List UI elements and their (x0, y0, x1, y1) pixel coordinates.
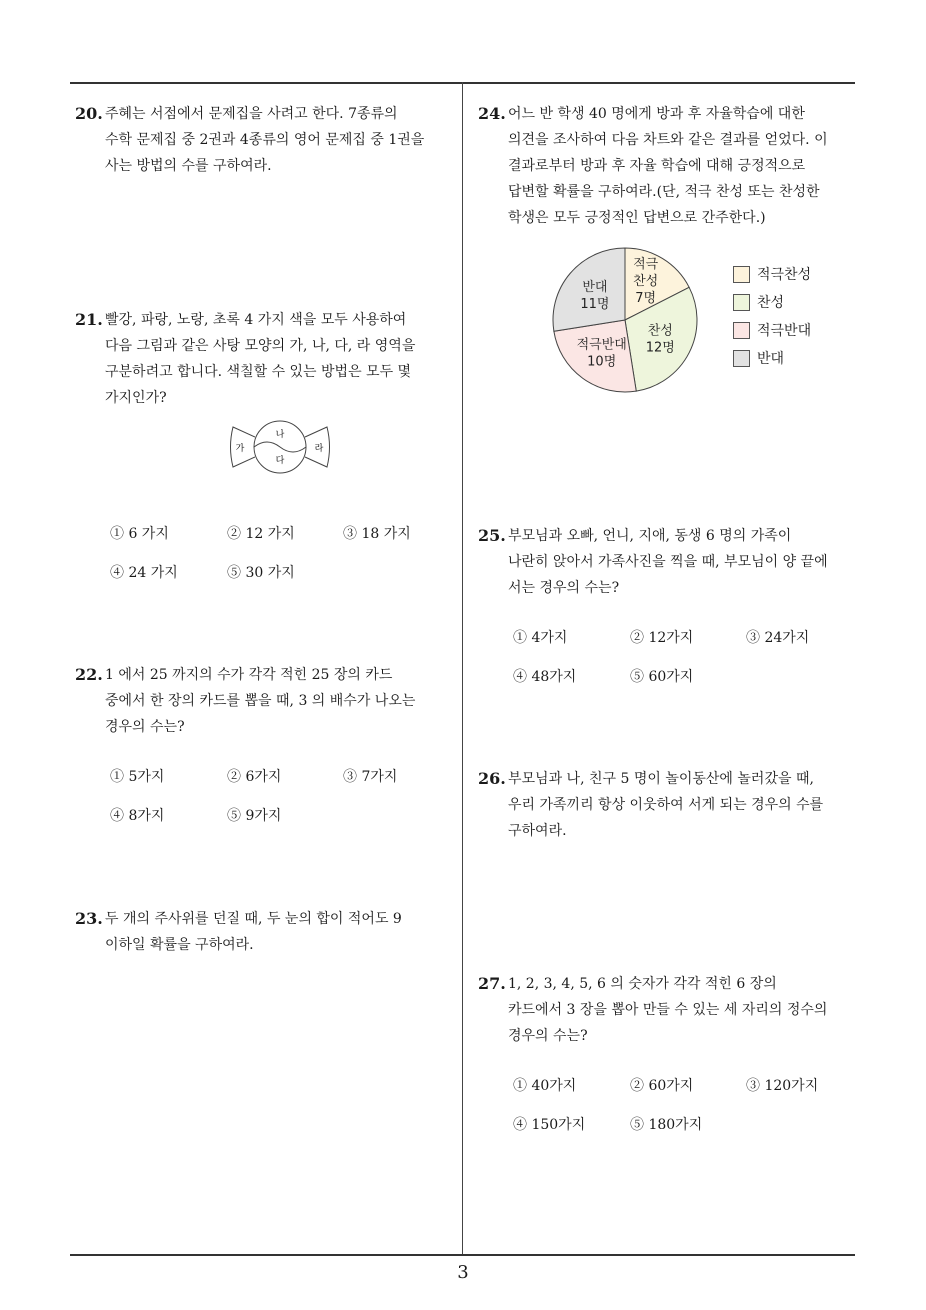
question-text-line: 학생은 모두 긍정적인 답변으로 간주한다.) (508, 210, 766, 226)
question-text-line: 서는 경우의 수는? (508, 580, 620, 596)
answer-choice[interactable]: ① 4가지 (513, 630, 568, 646)
pie-value-label: 11명 (580, 296, 610, 312)
question-text-line: 주혜는 서점에서 문제집을 사려고 한다. 7종류의 (105, 106, 398, 122)
question-text-line: 1 에서 25 까지의 수가 각각 적힌 25 장의 카드 (105, 667, 393, 683)
pie-category-label: 반대 (582, 279, 608, 295)
answer-choice[interactable]: ④ 24 가지 (110, 565, 178, 581)
question-number: 27. (478, 974, 506, 993)
pie-value-label: 12명 (645, 340, 675, 356)
region-label-ra: 라 (314, 444, 324, 454)
answer-choice[interactable]: ② 12 가지 (227, 526, 295, 542)
question-25 (478, 523, 858, 601)
legend-swatch (733, 322, 750, 339)
question-text-line: 이하일 확률을 구하여라. (105, 937, 254, 953)
question-text-line: 중에서 한 장의 카드를 뽑을 때, 3 의 배수가 나오는 (105, 693, 416, 709)
question-text-line: 구하여라. (508, 823, 567, 839)
question-text-line: 수학 문제집 중 2권과 4종류의 영어 문제집 중 1권을 (105, 132, 425, 148)
answer-choice[interactable]: ⑤ 9가지 (227, 808, 282, 824)
question-21 (75, 307, 460, 411)
question-text-line: 의견을 조사하여 다음 차트와 같은 결과를 얻었다. 이 (508, 132, 828, 148)
pie-category-label: 찬성 (633, 274, 659, 290)
pie-chart (545, 240, 705, 400)
answer-choice[interactable]: ① 40가지 (513, 1078, 577, 1094)
question-text-line: 부모님과 오빠, 언니, 지애, 동생 6 명의 가족이 (508, 528, 792, 544)
question-number: 23. (75, 909, 103, 928)
legend-label: 적극찬성 (757, 267, 812, 283)
question-text-line: 가지인가? (105, 390, 167, 406)
legend-label: 찬성 (757, 295, 785, 311)
region-label-ga: 가 (235, 444, 245, 454)
candy-divider-curve (254, 442, 306, 452)
legend-label: 적극반대 (757, 323, 812, 339)
question-23 (75, 906, 460, 958)
answer-choice[interactable]: ② 60가지 (630, 1078, 694, 1094)
question-26 (478, 766, 858, 844)
question-number: 22. (75, 665, 103, 684)
question-number: 21. (75, 310, 103, 329)
pie-category-label: 찬성 (647, 323, 673, 339)
column-divider (462, 82, 463, 1256)
answer-choice[interactable]: ⑤ 30 가지 (227, 565, 295, 581)
question-27 (478, 971, 858, 1049)
pie-category-label: 적극반대 (576, 337, 627, 353)
question-number: 26. (478, 769, 506, 788)
question-text-line: 다음 그림과 같은 사탕 모양의 가, 나, 다, 라 영역을 (105, 338, 416, 354)
question-number: 25. (478, 526, 506, 545)
answer-choice[interactable]: ② 6가지 (227, 769, 282, 785)
question-text-line: 답변할 확률을 구하여라.(단, 적극 찬성 또는 찬성한 (508, 184, 820, 200)
question-text-line: 사는 방법의 수를 구하여라. (105, 158, 272, 174)
answer-choice[interactable]: ④ 8가지 (110, 808, 165, 824)
question-text-line: 구분하려고 합니다. 색칠할 수 있는 방법은 모두 몇 (105, 364, 412, 380)
question-text-line: 우리 가족끼리 항상 이웃하여 서게 되는 경우의 수를 (508, 797, 824, 813)
page-number: 3 (457, 1262, 469, 1283)
pie-value-label: 10명 (587, 354, 617, 370)
answer-choice[interactable]: ⑤ 60가지 (630, 669, 694, 685)
question-text-line: 1, 2, 3, 4, 5, 6 의 숫자가 각각 적힌 6 장의 (508, 976, 777, 992)
question-text-line: 나란히 앉아서 가족사진을 찍을 때, 부모님이 양 끝에 (508, 554, 828, 570)
candy-figure (225, 415, 335, 480)
answer-choice[interactable]: ⑤ 180가지 (630, 1117, 703, 1133)
pie-category-label: 적극 (633, 257, 659, 273)
question-text-line: 어느 반 학생 40 명에게 방과 후 자율학습에 대한 (508, 106, 805, 122)
question-text-line: 부모님과 나, 친구 5 명이 놀이동산에 놀러갔을 때, (508, 771, 814, 787)
question-number: 20. (75, 104, 103, 123)
question-22 (75, 662, 460, 740)
answer-choice[interactable]: ② 12가지 (630, 630, 694, 646)
question-text-line: 경우의 수는? (105, 719, 185, 735)
answer-choice[interactable]: ① 5가지 (110, 769, 165, 785)
question-24 (478, 101, 858, 231)
answer-choice[interactable]: ③ 120가지 (746, 1078, 819, 1094)
answer-choice[interactable]: ③ 7가지 (343, 769, 398, 785)
legend-label: 반대 (757, 351, 785, 367)
answer-choice[interactable]: ④ 150가지 (513, 1117, 586, 1133)
legend-swatch (733, 294, 750, 311)
answer-choice[interactable]: ① 6 가지 (110, 526, 169, 542)
answer-choice[interactable]: ③ 18 가지 (343, 526, 411, 542)
legend-swatch (733, 266, 750, 283)
pie-value-label: 7명 (635, 291, 657, 307)
region-label-na: 나 (275, 430, 285, 440)
bottom-rule (70, 1254, 855, 1256)
legend-swatch (733, 350, 750, 367)
answer-choice[interactable]: ④ 48가지 (513, 669, 577, 685)
question-text-line: 결과로부터 방과 후 자율 학습에 대해 긍정적으로 (508, 158, 806, 174)
question-text-line: 빨강, 파랑, 노랑, 초록 4 가지 색을 모두 사용하여 (105, 312, 407, 328)
question-text-line: 두 개의 주사위를 던질 때, 두 눈의 합이 적어도 9 (105, 911, 402, 927)
question-text-line: 카드에서 3 장을 뽑아 만들 수 있는 세 자리의 정수의 (508, 1002, 828, 1018)
question-text-line: 경우의 수는? (508, 1028, 588, 1044)
question-number: 24. (478, 104, 506, 123)
answer-choice[interactable]: ③ 24가지 (746, 630, 810, 646)
region-label-da: 다 (275, 456, 285, 466)
question-20 (75, 101, 460, 179)
